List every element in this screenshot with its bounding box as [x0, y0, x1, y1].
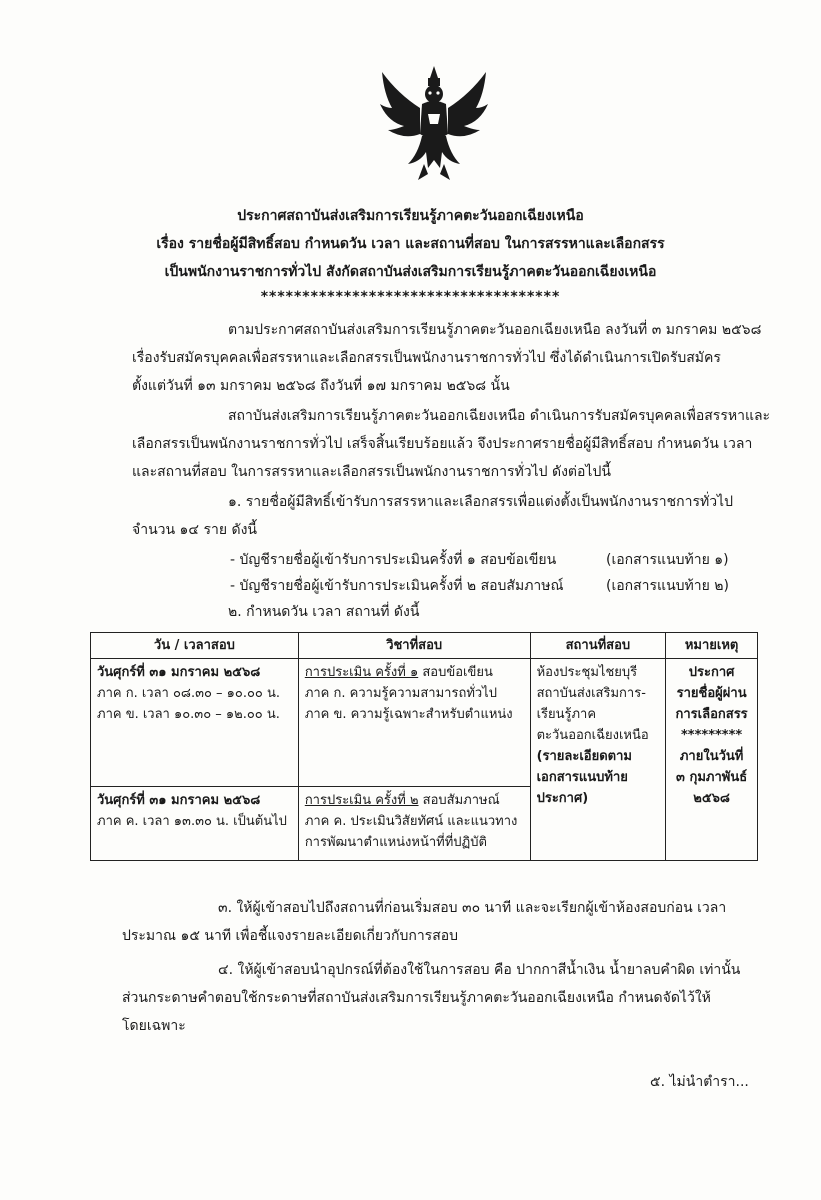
para2-line-3: และสถานที่สอบ ในการสรรหาและเลือกสรรเป็นพนักงานราชการทั่วไป ดังต่อไปนี้ — [132, 464, 611, 480]
row1-subject-type: สอบข้อเขียน — [418, 665, 493, 680]
row2-date: วันศุกร์ที่ ๓๑ มกราคม ๒๕๖๘ — [97, 793, 261, 808]
header-date-time: วัน / เวลาสอบ — [91, 633, 299, 659]
list-item-1-ref: (เอกสารแนบท้าย ๑) — [606, 552, 729, 568]
remark-line-3: การเลือกสรร — [675, 707, 748, 722]
remark-line-1: ประกาศ — [688, 665, 735, 680]
para1-line-2: เรื่องรับสมัครบุคคลเพื่อสรรหาและเลือกสรรเป็นพนักงานราชการทั่วไป ซึ่งได้ดำเนินการเปิดรับสมัคร — [132, 350, 721, 366]
venue-line-1: ห้องประชุมไชยบุรี — [536, 665, 638, 680]
venue-line-6: เอกสารแนบท้าย — [536, 770, 628, 785]
table-header-row — [91, 633, 758, 659]
schedule-table — [90, 632, 758, 861]
venue-line-4: ตะวันออกเฉียงเหนือ — [536, 728, 649, 743]
row1-subject-1: ภาค ก. ความรู้ความสามารถทั่วไป — [304, 686, 497, 701]
row1-time-1: ภาค ก. เวลา ๐๘.๓๐ – ๑๐.๐๐ น. — [97, 686, 280, 701]
item2-line: ๒. กำหนดวัน เวลา สถานที่ ดังนี้ — [228, 604, 420, 620]
list-item-2: - บัญชีรายชื่อผู้เข้ารับการประเมินครั้งที่ ๒ สอบสัมภาษณ์ — [230, 578, 564, 594]
item4-line-1: ๔. ให้ผู้เข้าสอบนำอุปกรณ์ที่ต้องใช้ในการสอบ คือ ปากกาสีน้ำเงิน น้ำยาลบคำผิด เท่านั้น — [218, 962, 741, 978]
remark-line-7: ๒๕๖๘ — [693, 791, 730, 806]
venue-line-5: (รายละเอียดตาม — [536, 749, 632, 764]
para1-line-1: ตามประกาศสถาบันส่งเสริมการเรียนรู้ภาคตะวันออกเฉียงเหนือ ลงวันที่ ๓ มกราคม ๒๕๖๘ — [228, 322, 762, 338]
venue-line-2: สถาบันส่งเสริมการ- — [536, 686, 646, 701]
list-item-1: - บัญชีรายชื่อผู้เข้ารับการประเมินครั้งที่ ๑ สอบข้อเขียน — [230, 552, 557, 568]
row1-date-cell — [91, 659, 299, 787]
remark-cell — [666, 659, 758, 861]
item3-line-2: ประมาณ ๑๕ นาที เพื่อชี้แจงรายละเอียดเกี่ยวกับการสอบ — [122, 928, 459, 944]
remark-line-2: รายชื่อผู้ผ่าน — [676, 686, 747, 701]
para1-line-3: ตั้งแต่วันที่ ๑๓ มกราคม ๒๕๖๘ ถึงวันที่ ๑๗ มกราคม ๒๕๖๘ นั้น — [132, 378, 510, 394]
title-divider: ************************************ — [260, 289, 561, 305]
item1-line-2: จำนวน ๑๔ ราย ดังนี้ — [132, 522, 257, 538]
row2-subject-type: สอบสัมภาษณ์ — [418, 793, 500, 808]
doc-title-line-3: เป็นพนักงานราชการทั่วไป สังกัดสถาบันส่งเสริมการเรียนรู้ภาคตะวันออกเฉียงเหนือ — [164, 264, 657, 280]
doc-title-line-1: ประกาศสถาบันส่งเสริมการเรียนรู้ภาคตะวันออกเฉียงเหนือ — [237, 208, 584, 224]
item4-line-3: โดยเฉพาะ — [122, 1018, 186, 1034]
remark-line-4: ********* — [681, 728, 743, 743]
row2-subject-cell — [298, 787, 530, 861]
para2-line-1: สถาบันส่งเสริมการเรียนรู้ภาคตะวันออกเฉียงเหนือ ดำเนินการรับสมัครบุคคลเพื่อสรรหาและ — [228, 408, 771, 424]
row1-subject-title: การประเมิน ครั้งที่ ๑ — [304, 665, 419, 680]
doc-title-line-2: เรื่อง รายชื่อผู้มีสิทธิ์สอบ กำหนดวัน เวลา และสถานที่สอบ ในการสรรหาและเลือกสรร — [156, 236, 665, 252]
venue-line-7: ประกาศ) — [536, 791, 589, 806]
row1-subject-cell — [298, 659, 530, 787]
remark-line-5: ภายในวันที่ — [679, 749, 744, 764]
item3-line-1: ๓. ให้ผู้เข้าสอบไปถึงสถานที่ก่อนเริ่มสอบ ๓๐ นาที และจะเรียกผู้เข้าห้องสอบก่อน เวลา — [218, 900, 727, 916]
header-subject: วิชาที่สอบ — [298, 633, 530, 659]
item1-line-1: ๑. รายชื่อผู้มีสิทธิ์เข้ารับการสรรหาและเลือกสรรเพื่อแต่งตั้งเป็นพนักงานราชการทั่วไป — [228, 494, 733, 510]
venue-line-3: เรียนรู้ภาค — [536, 707, 597, 722]
row1-subject-2: ภาค ข. ความรู้เฉพาะสำหรับตำแหน่ง — [304, 707, 513, 722]
row2-subject-2: การพัฒนาตำแหน่งหน้าที่ที่ปฏิบัติ — [304, 835, 487, 850]
row1-date: วันศุกร์ที่ ๓๑ มกราคม ๒๕๖๘ — [97, 665, 261, 680]
venue-cell — [530, 659, 666, 861]
row2-time-1: ภาค ค. เวลา ๑๓.๓๐ น. เป็นต้นไป — [97, 814, 287, 829]
header-remark: หมายเหตุ — [666, 633, 758, 659]
remark-line-6: ๓ กุมภาพันธ์ — [676, 770, 748, 785]
row2-subject-title: การประเมิน ครั้งที่ ๒ — [304, 793, 419, 808]
garuda-emblem-icon — [378, 64, 490, 182]
para2-line-2: เลือกสรรเป็นพนักงานราชการทั่วไป เสร็จสิ้นเรียบร้อยแล้ว จึงประกาศรายชื่อผู้มีสิทธิ์สอบ กำหนดวัน เวลา — [132, 436, 753, 452]
header-venue: สถานที่สอบ — [530, 633, 666, 659]
continuation-note: ๕. ไม่นำตำรา... — [650, 1074, 749, 1090]
row2-subject-1: ภาค ค. ประเมินวิสัยทัศน์ และแนวทาง — [304, 814, 518, 829]
list-item-2-ref: (เอกสารแนบท้าย ๒) — [606, 578, 729, 594]
row2-date-cell — [91, 787, 299, 861]
item4-line-2: ส่วนกระดาษคำตอบใช้กระดาษที่สถาบันส่งเสริมการเรียนรู้ภาคตะวันออกเฉียงเหนือ กำหนดจัดไว้ให้ — [122, 990, 711, 1006]
row1-time-2: ภาค ข. เวลา ๑๐.๓๐ – ๑๒.๐๐ น. — [97, 707, 280, 722]
table-row — [91, 659, 758, 787]
